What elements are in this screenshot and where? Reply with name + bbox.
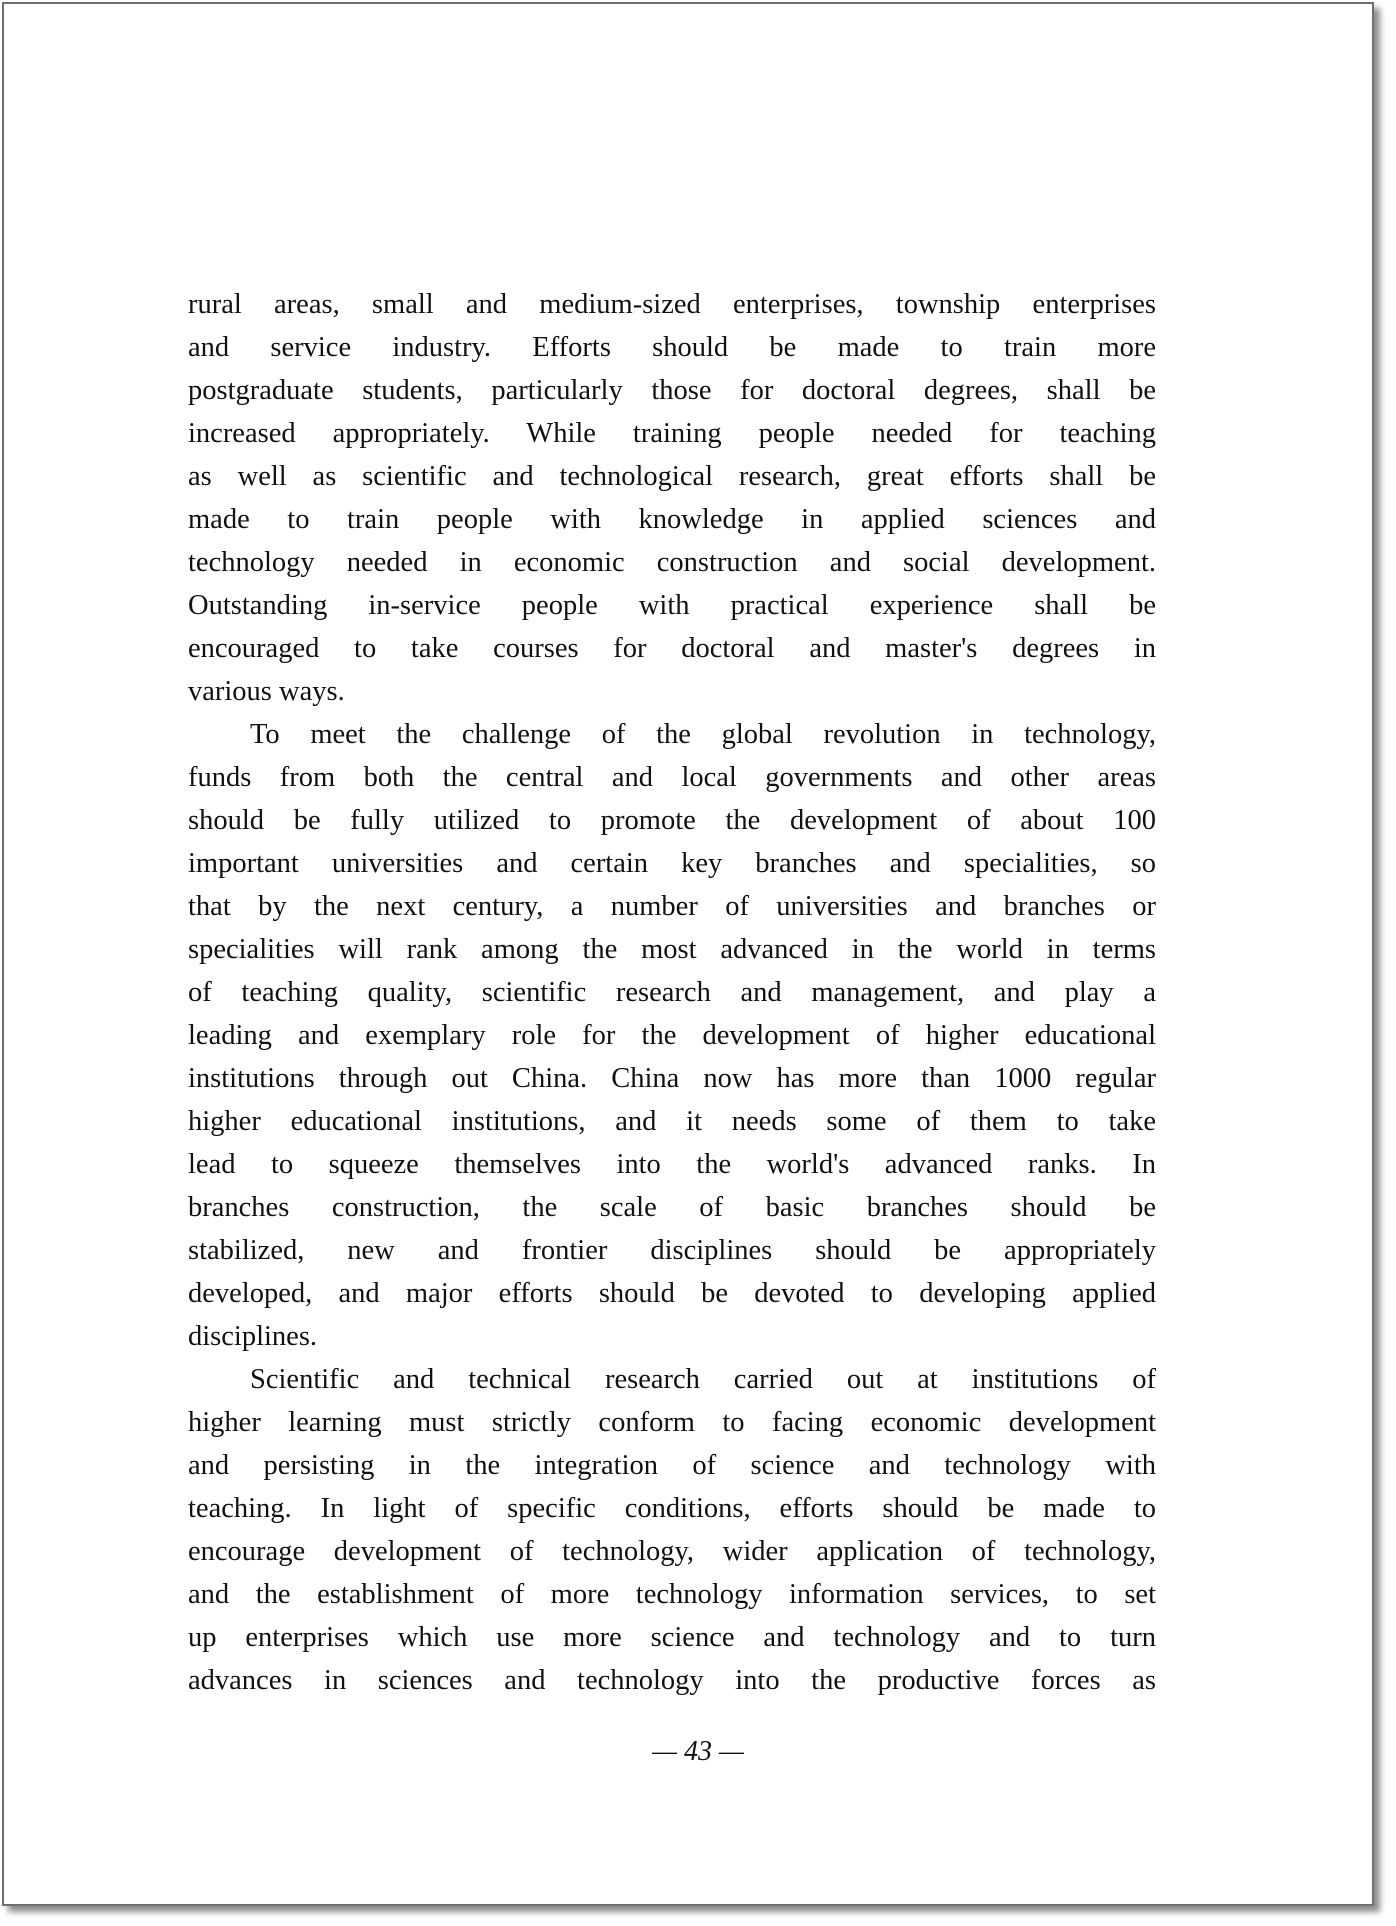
- text-line: should be fully utilized to promote the development of about 100: [188, 805, 1156, 836]
- text-line: encouraged to take courses for doctoral and master's degrees in: [188, 633, 1156, 664]
- text-line: Scientific and technical research carried out at institutions of: [250, 1364, 1156, 1395]
- text-line: developed, and major efforts should be devoted to developing applied: [188, 1278, 1156, 1309]
- text-line: higher learning must strictly conform to facing economic development: [188, 1407, 1156, 1438]
- text-line: made to train people with knowledge in applied sciences and: [188, 504, 1156, 535]
- text-line: specialities will rank among the most advanced in the world in terms: [188, 934, 1156, 965]
- text-line: important universities and certain key branches and specialities, so: [188, 848, 1156, 879]
- body-text: [188, 283, 1156, 1702]
- text-line: lead to squeeze themselves into the world's advanced ranks. In: [188, 1149, 1156, 1180]
- text-line: To meet the challenge of the global revolution in technology,: [250, 719, 1156, 750]
- paragraph-3: [188, 1358, 1156, 1702]
- page-number: — 43 —: [652, 1736, 744, 1767]
- paragraph-1: [188, 283, 1156, 713]
- text-line: and the establishment of more technology information services, to set: [188, 1579, 1156, 1610]
- text-line: up enterprises which use more science and technology and to turn: [188, 1622, 1156, 1653]
- text-line: Outstanding in-service people with practical experience shall be: [188, 590, 1156, 621]
- text-line: funds from both the central and local governments and other areas: [188, 762, 1156, 793]
- text-line: stabilized, new and frontier disciplines should be appropriately: [188, 1235, 1156, 1266]
- text-line: institutions through out China. China now has more than 1000 regular: [188, 1063, 1156, 1094]
- text-line: encourage development of technology, wider application of technology,: [188, 1536, 1156, 1567]
- text-line: advances in sciences and technology into the productive forces as: [188, 1665, 1156, 1696]
- text-line: various ways.: [188, 676, 345, 707]
- text-line: and service industry. Efforts should be made to train more: [188, 332, 1156, 363]
- paragraph-2: [188, 713, 1156, 1358]
- text-line: rural areas, small and medium-sized enterprises, township enterprises: [188, 289, 1156, 320]
- text-line: leading and exemplary role for the development of higher educational: [188, 1020, 1156, 1051]
- text-line: postgraduate students, particularly those for doctoral degrees, shall be: [188, 375, 1156, 406]
- text-line: as well as scientific and technological research, great efforts shall be: [188, 461, 1156, 492]
- text-line: teaching. In light of specific conditions, efforts should be made to: [188, 1493, 1156, 1524]
- text-line: branches construction, the scale of basic branches should be: [188, 1192, 1156, 1223]
- text-line: of teaching quality, scientific research and management, and play a: [188, 977, 1156, 1008]
- text-line: and persisting in the integration of science and technology with: [188, 1450, 1156, 1481]
- text-line: that by the next century, a number of universities and branches or: [188, 891, 1156, 922]
- text-line: increased appropriately. While training people needed for teaching: [188, 418, 1156, 449]
- text-line: disciplines.: [188, 1321, 318, 1352]
- text-line: higher educational institutions, and it needs some of them to take: [188, 1106, 1156, 1137]
- text-line: technology needed in economic construction and social development.: [188, 547, 1156, 578]
